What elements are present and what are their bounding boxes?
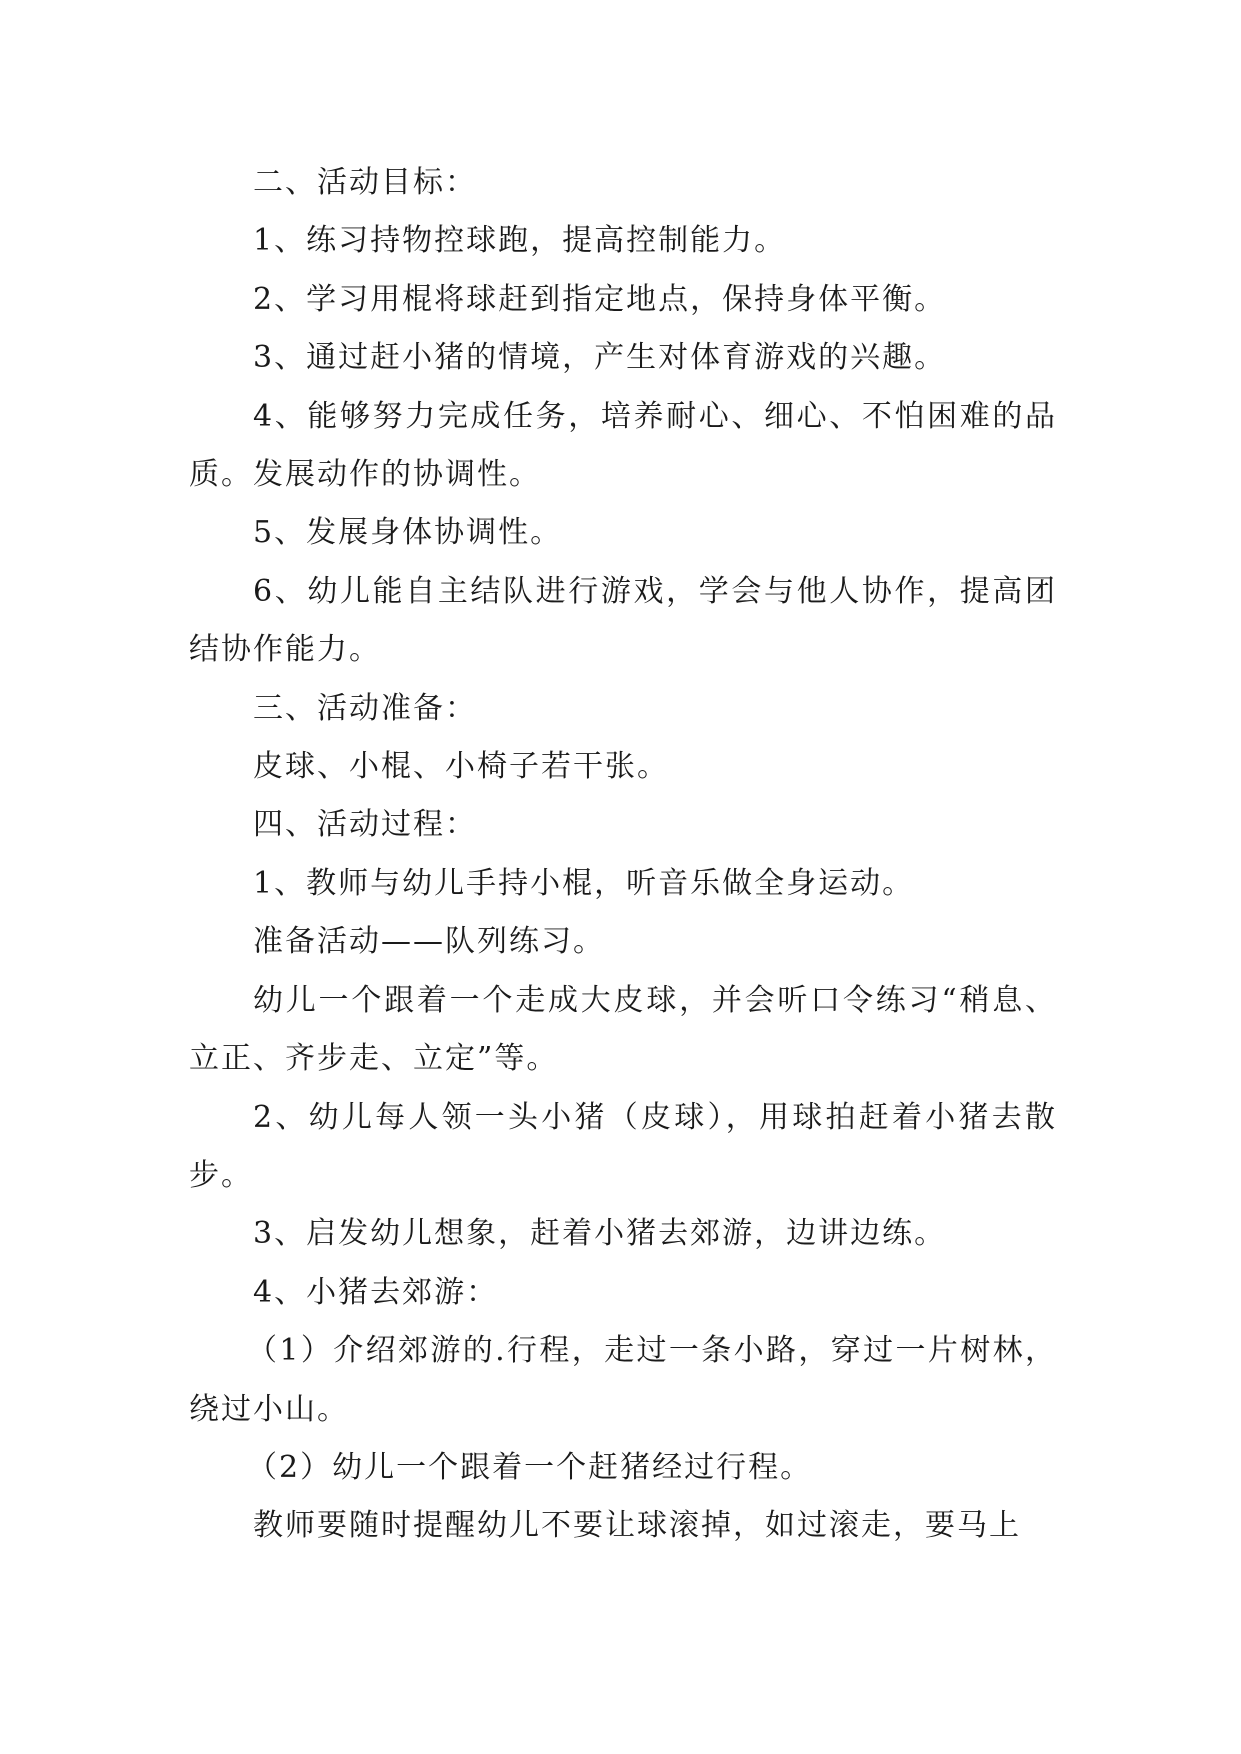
goal-item: 2、学习用棍将球赶到指定地点，保持身体平衡。 (253, 281, 947, 317)
section-heading-preparation: 三、活动准备： (253, 690, 477, 726)
process-paragraph: 1、教师与幼儿手持小棍，听音乐做全身运动。 (253, 865, 915, 901)
section-heading-goals: 二、活动目标： (253, 165, 477, 200)
preparation-text: 皮球、小棍、小椅子若干张。 (253, 749, 669, 785)
goal-item: 4、能够努力完成任务，培养耐心、细心、不怕困难的品质。发展动作的协调性。 (189, 398, 1057, 493)
document-body (189, 154, 1057, 1556)
process-paragraph: 准备活动——队列练习。 (253, 924, 605, 960)
goal-item: 3、通过赶小猪的情境，产生对体育游戏的兴趣。 (253, 340, 947, 376)
process-paragraph: 4、小猪去郊游： (253, 1274, 499, 1310)
section-heading-process: 四、活动过程： (253, 807, 477, 843)
goal-item: 6、幼儿能自主结队进行游戏，学会与他人协作，提高团结协作能力。 (189, 573, 1057, 668)
process-paragraph: （2）幼儿一个跟着一个赶猪经过行程。 (247, 1449, 813, 1485)
process-paragraph: 教师要随时提醒幼儿不要让球滚掉，如过滚走，要马上 (253, 1508, 1021, 1544)
goal-item: 1、练习持物控球跑，提高控制能力。 (253, 223, 787, 259)
process-paragraph: 2、幼儿每人领一头小猪（皮球），用球拍赶着小猪去散步。 (189, 1099, 1057, 1193)
process-paragraph: （1）介绍郊游的.行程，走过一条小路，穿过一片树林，绕过小山。 (189, 1333, 1057, 1427)
process-paragraph: 幼儿一个跟着一个走成大皮球，并会听口令练习“稍息、立正、齐步走、立定”等。 (189, 982, 1057, 1077)
process-paragraph: 3、启发幼儿想象，赶着小猪去郊游，边讲边练。 (253, 1216, 947, 1252)
goal-item: 5、发展身体协调性。 (253, 515, 563, 551)
